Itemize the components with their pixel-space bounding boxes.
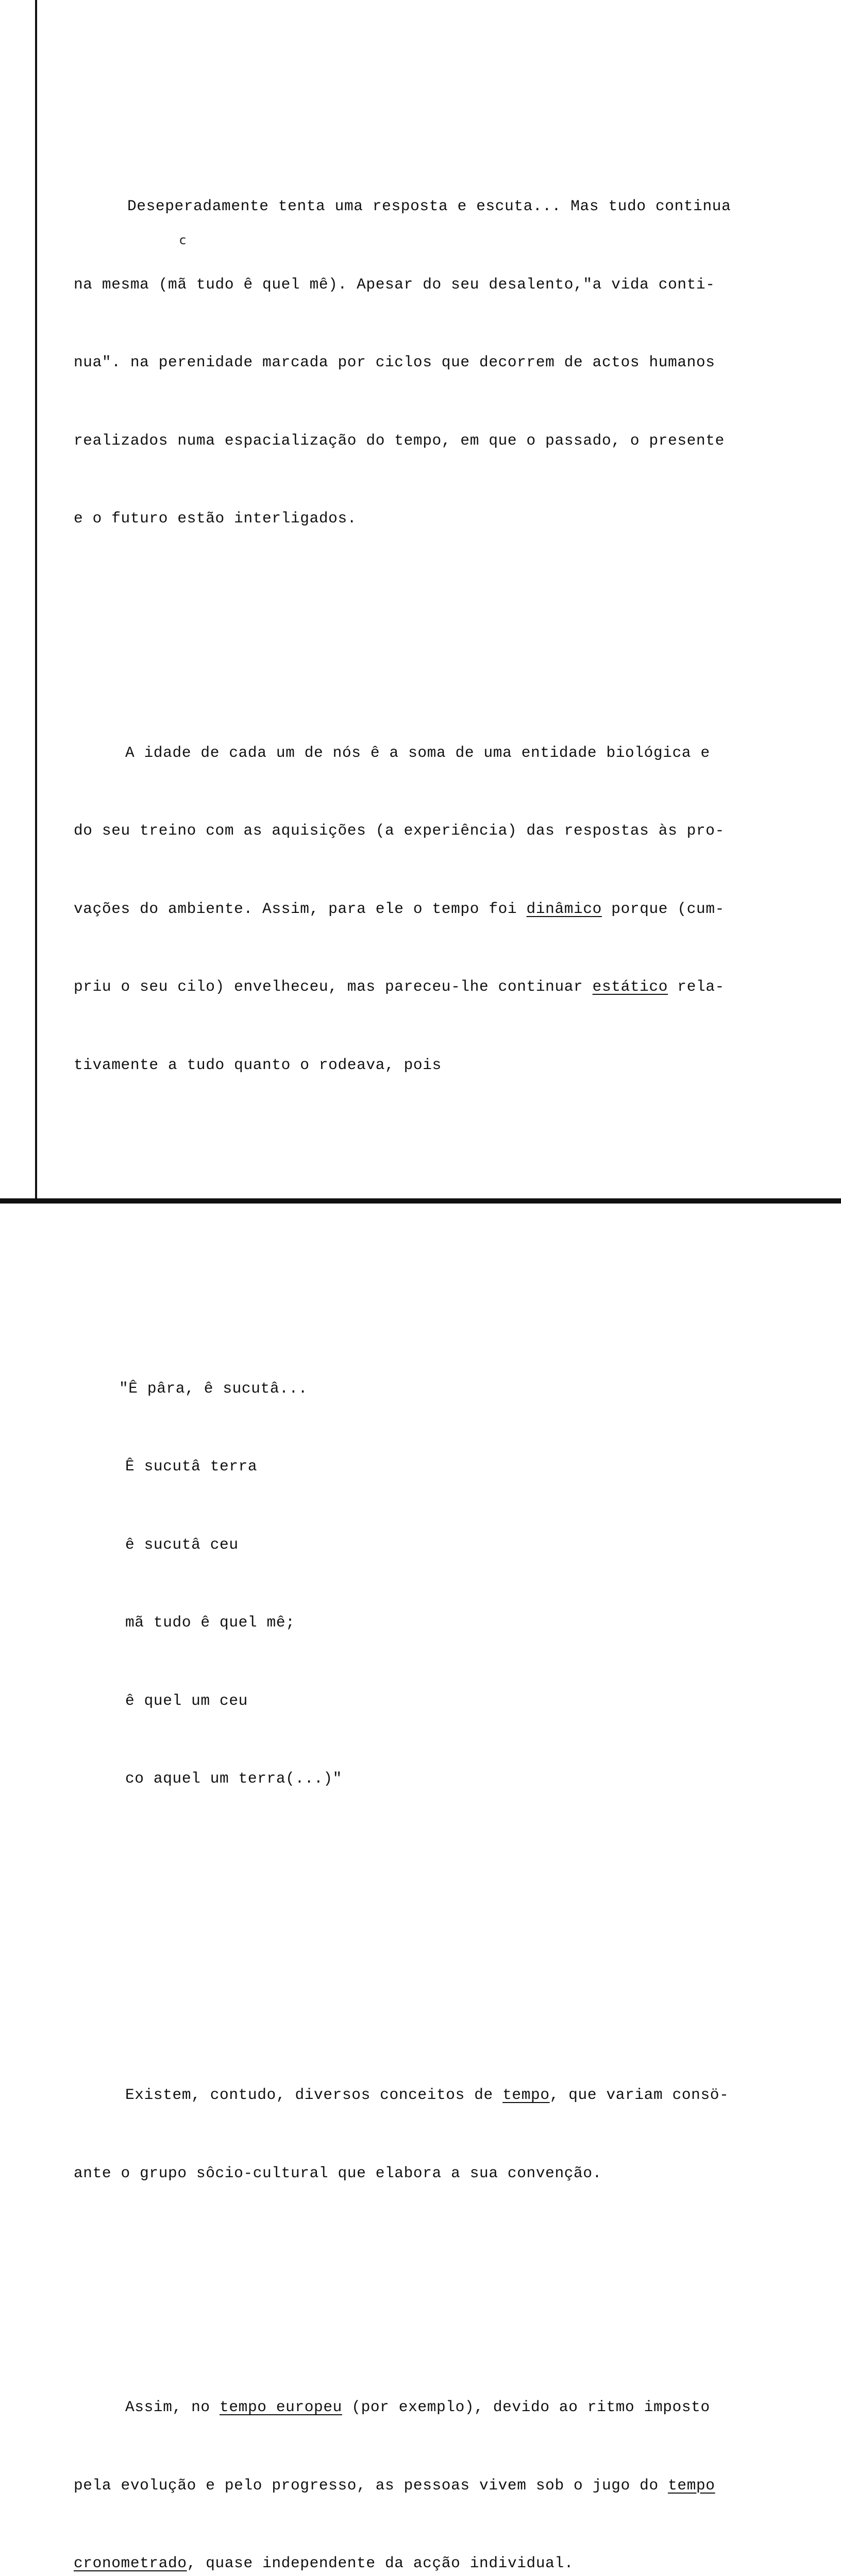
paragraph-line: A idade de cada um de nós ê a soma de uma entidade biológica e xyxy=(125,743,710,761)
paragraph-line xyxy=(74,974,805,1000)
paragraph-3 xyxy=(74,2030,805,2238)
paragraph-line: realizados numa espacialização do tempo, em que o passado, o presente xyxy=(74,431,725,449)
paragraph-line xyxy=(74,896,805,922)
paragraph-line xyxy=(74,2472,805,2499)
text-run: Existem, contudo, diversos conceitos de xyxy=(125,2086,503,2104)
poem-line: ê quel um ceu xyxy=(125,1691,248,1709)
text-run: rela- xyxy=(668,978,725,995)
underlined-term: tempo xyxy=(668,2476,715,2494)
paragraph-line: e o futuro estão interligados. xyxy=(74,510,357,527)
paragraph-line: Deseperadamente tenta uma resposta e escuta... Mas tudo continua xyxy=(127,197,731,215)
poem-line: Ê sucutâ terra xyxy=(125,1458,258,1475)
paragraph-2 xyxy=(74,688,805,1130)
paragraph-line xyxy=(74,2082,805,2108)
text-run: vações do ambiente. Assim, para ele o tempo foi xyxy=(74,900,527,918)
text-run: , que variam consö- xyxy=(549,2086,729,2104)
underlined-term: dinâmico xyxy=(526,900,602,918)
text-run: priu o seu cilo) envelheceu, mas pareceu-lhe continuar xyxy=(74,978,593,995)
poem-line: "Ê pâra, ê sucutâ... xyxy=(119,1379,308,1397)
paragraph-line: do seu treino com as aquisições (a experiência) das respostas às pro- xyxy=(74,822,725,839)
text-run: Assim, no xyxy=(125,2398,220,2416)
poem-quote-1 xyxy=(68,1324,805,1844)
page-left-border xyxy=(35,0,37,1204)
handwritten-correction: c xyxy=(179,233,187,247)
poem-line: mã tudo ê quel mê; xyxy=(125,1614,295,1631)
poem-line: ê sucutâ ceu xyxy=(125,1535,239,1553)
text-run: pela evolução e pelo progresso, as pessoas vivem sob o jugo do xyxy=(74,2476,668,2494)
paragraph-1 xyxy=(74,141,805,584)
paragraph-line: tivamente a tudo quanto o rodeava, pois xyxy=(74,1056,442,1074)
document-page xyxy=(74,37,805,2576)
spacer xyxy=(74,1922,805,1926)
paragraph-4 xyxy=(74,2342,805,2576)
paragraph-line xyxy=(74,2394,805,2420)
paragraph-line xyxy=(74,2550,805,2576)
text-run: porque (cum- xyxy=(601,900,725,918)
underlined-term: estático xyxy=(592,978,668,995)
spacer xyxy=(74,1208,805,1219)
poem-line: co aquel um terra(...)" xyxy=(125,1770,342,1787)
paragraph-line: na mesma (mã tudo ê quel mê). Apesar do seu desalento,"a vida conti- xyxy=(74,275,715,293)
paragraph-line: ante o grupo sôcio-cultural que elabora a sua convenção. xyxy=(74,2164,602,2182)
paragraph-line: nua". na perenidade marcada por ciclos que decorrem de actos humanos xyxy=(74,353,715,371)
text-run: (por exemplo), devido ao ritmo imposto xyxy=(342,2398,710,2416)
underlined-term: cronometrado xyxy=(74,2554,187,2572)
text-run: , quase independente da acção individual. xyxy=(187,2554,574,2572)
underlined-term: tempo europeu xyxy=(220,2398,342,2416)
underlined-term: tempo xyxy=(502,2086,550,2104)
